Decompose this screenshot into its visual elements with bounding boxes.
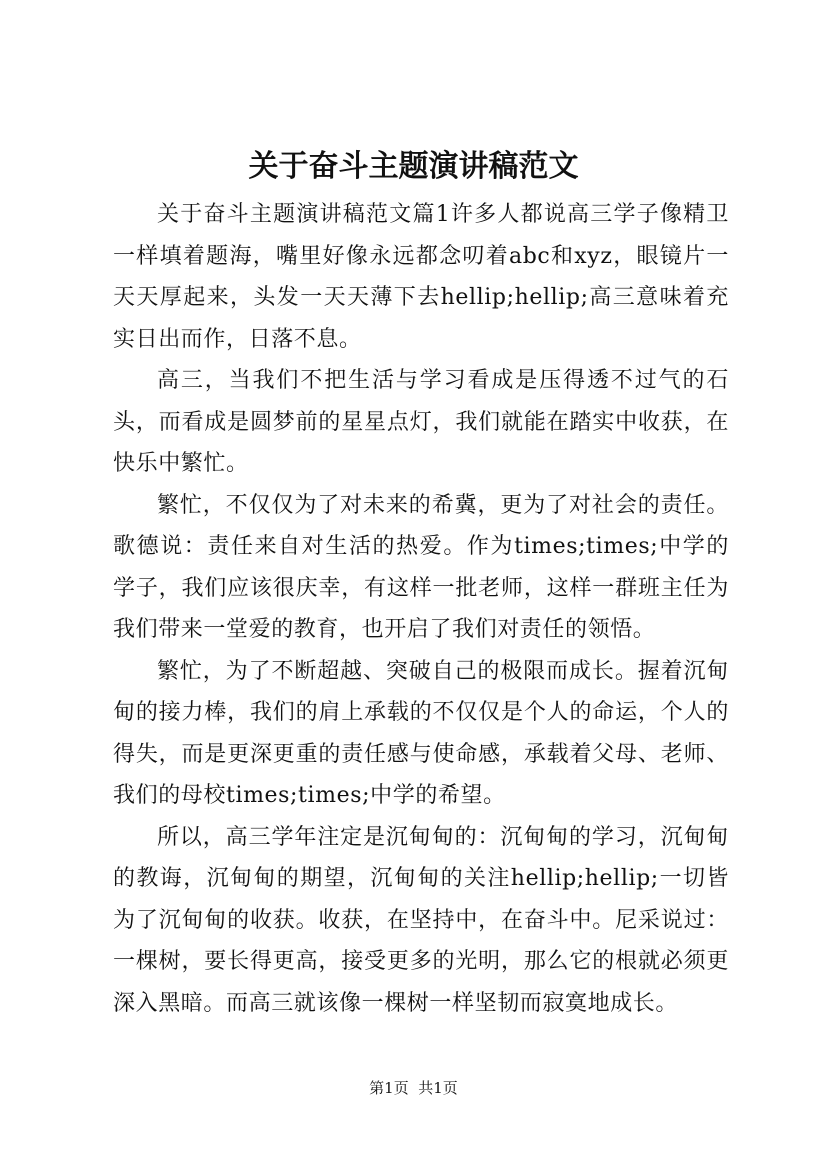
paragraph-3: 繁忙，不仅仅为了对未来的希冀，更为了对社会的责任。歌德说：责任来自对生活的热爱。作为times;times;中学的学子，我们应该很庆幸，有这样一批老师，这样一群班主任为我们带来一堂爱的教育，也开启了我们对责任的领悟。 [113, 492, 729, 642]
paragraph-5: 所以，高三学年注定是沉甸甸的：沉甸甸的学习，沉甸甸的教诲，沉甸甸的期望，沉甸甸的关注hellip;hellip;一切皆为了沉甸甸的收获。收获，在坚持中，在奋斗中。尼采说过：一棵树，要长得更高，接受更多的光明，那么它的根就必须更深入黑暗。而高三就该像一棵树一样坚韧而寂寞地成长。 [113, 824, 729, 1016]
paragraph-2: 高三，当我们不把生活与学习看成是压得透不过气的石头，而看成是圆梦前的星星点灯，我们就能在踏实中收获，在快乐中繁忙。 [113, 368, 729, 476]
page-total: 共1页 [418, 1079, 458, 1097]
paragraph-4: 繁忙，为了不断超越、突破自己的极限而成长。握着沉甸甸的接力棒，我们的肩上承载的不仅仅是个人的命运，个人的得失，而是更深更重的责任感与使命感，承载着父母、老师、我们的母校times;times;中学的希望。 [113, 658, 729, 808]
document-title: 关于奋斗主题演讲稿范文 [248, 149, 579, 184]
page-number: 第1页 [369, 1079, 409, 1097]
document-body [113, 194, 729, 1024]
paragraph-1: 关于奋斗主题演讲稿范文篇1许多人都说高三学子像精卫一样填着题海，嘴里好像永远都念叨着abc和xyz，眼镜片一天天厚起来，头发一天天薄下去hellip;hellip;高三意味着充实日出而作，日落不息。 [113, 202, 729, 352]
page-footer [0, 1078, 827, 1098]
